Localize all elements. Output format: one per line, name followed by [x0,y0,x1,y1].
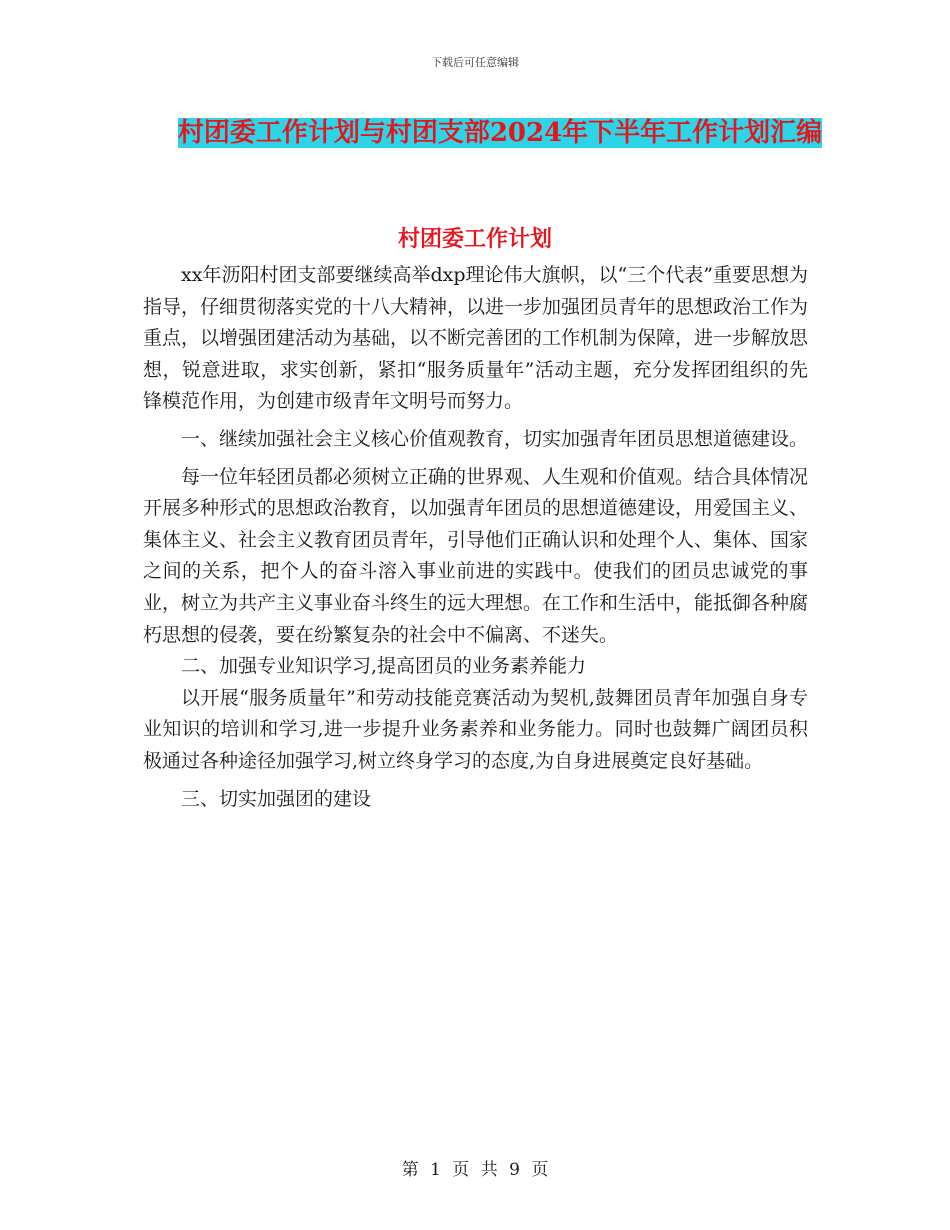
paragraph-body-2: 以开展“服务质量年”和劳动技能竞赛活动为契机,鼓舞团员青年加强自身专业知识的培训和学习,进一步提升业务素养和业务能力。同时也鼓舞广阔团员积极通过各种途径加强学习,树立终身学习的态度,为自身进展奠定良好基础。 [143,686,808,772]
header-note: 下载后可任意编辑 [431,56,519,69]
section-title: 村团委工作计划 [397,226,552,252]
document-title-text: 村团委工作计划与村团支部2024年下半年工作计划汇编 [177,118,823,148]
document-body [143,260,808,815]
paragraph-heading-3: 三、切实加强团的建设 [181,787,372,810]
paragraph-heading-1: 一、继续加强社会主义核心价值观教育，切实加强青年团员思想道德建设。 [181,427,809,450]
page-number: 第 1 页 共 9 页 [401,1160,549,1180]
paragraph-body-1: 每一位年轻团员都必须树立正确的世界观、人生观和价值观。结合具体情况开展多种形式的思想政治教育，以加强青年团员的思想道德建设，用爱国主义、集体主义、社会主义教育团员青年，引导他们正确认识和处理个人、集体、国家之间的关系，把个人的奋斗溶入事业前进的实践中。使我们的团员忠诚党的事业，树立为共产主义事业奋斗终生的远大理想。在工作和生活中，能抵御各种腐朽思想的侵袭，要在纷繁复杂的社会中不偏离、不迷失。 [143,465,809,646]
document-title [140,110,860,156]
paragraph-heading-2: 二、加强专业知识学习,提高团员的业务素养能力 [181,655,587,678]
paragraph-intro: xx年沥阳村团支部要继续高举dxp理论伟大旗帜，以“三个代表”重要思想为指导，仔细贯彻落实党的十八大精神，以进一步加强团员青年的思想政治工作为重点，以增强团建活动为基础，以不断完善团的工作机制为保障，进一步解放思想，锐意进取，求实创新，紧扣“服务质量年”活动主题，充分发挥团组织的先锋模范作用，为创建市级青年文明号而努力。 [143,264,809,413]
